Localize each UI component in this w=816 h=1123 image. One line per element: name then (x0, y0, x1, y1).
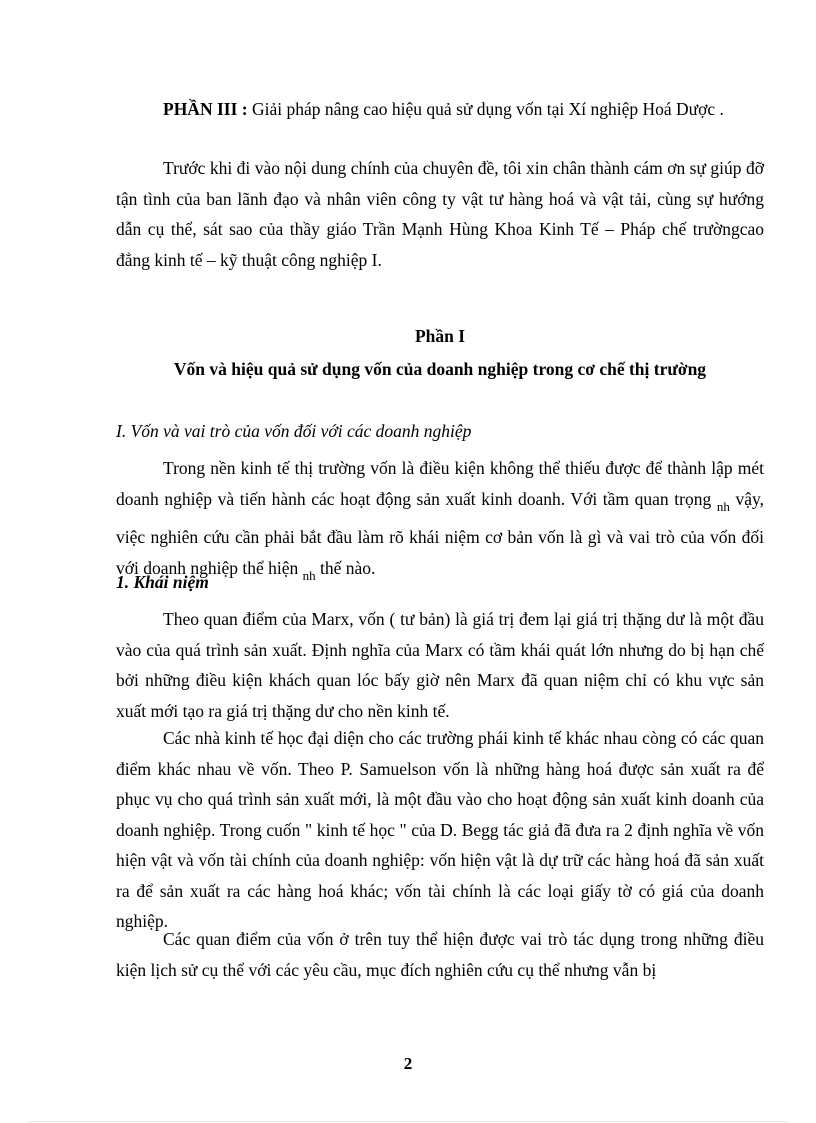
part1-label: Phần I (414, 326, 466, 346)
section1-nh-1: nh (716, 498, 730, 514)
section1-text-b: vậy, việc nghiên cứu cần phải bắt đầu làm rõ khái niệm cơ bản vốn là gì và vai trò của vốn đối với doanh nghiệp thể hiện (116, 488, 765, 578)
section1-nh-2: nh (302, 567, 316, 583)
part3-label: PHẦN III : (163, 99, 248, 119)
section1-text-a: Trong nền kinh tế thị trường vốn là điều kiện không thể thiếu được để thành lập mét doanh nghiệp và tiến hành các hoạt động sản xuất kinh doanh. Với tầm quan trọng (116, 458, 764, 509)
page-bottom-rule (28, 1121, 788, 1122)
page-number: 2 (403, 1054, 413, 1073)
concept-paragraph-2: Các nhà kinh tế học đại diện cho các trường phái kinh tế khác nhau còng có các quan điểm khác nhau về vốn. Theo P. Samuelson vốn là những hàng hoá được sản xuất ra để phục vụ cho quá trình sản xuất mới, là một đầu vào cho hoạt động sản xuất kinh doanh của doanh nghiệp. Trong cuốn " kinh tế học " của D. Begg tác giả đã đưa ra 2 định nghĩa về vốn hiện vật và vốn tài chính của doanh nghiệp: vốn hiện vật là dự trữ các hàng hoá đã sản xuất ra để sản xuất ra các hàng hoá khác; vốn tài chính là các loại giấy tờ có giá của doanh nghiệp. (116, 728, 764, 931)
part3-text: Giải pháp nâng cao hiệu quả sử dụng vốn tại Xí nghiệp Hoá Dược . (247, 99, 724, 119)
concept-paragraph-1: Theo quan điểm của Marx, vốn ( tư bản) là giá trị đem lại giá trị thặng dư là một đầu vào của quá trình sản xuất. Định nghĩa của Marx có tầm khái quát lớn nhưng do bị hạn chế bởi những điều kiện khách quan lóc bấy giờ nên Marx đã quan niệm chỉ có khu vực sản xuất mới tạo ra giá trị thặng dư cho nền kinh tế. (116, 609, 764, 721)
part3-paragraph (116, 94, 764, 125)
section1-heading: I. Vốn và vai trò của vốn đối với các doanh nghiệp (116, 421, 472, 441)
thanks-paragraph: Trước khi đi vào nội dung chính của chuyên đề, tôi xin chân thành cám ơn sự giúp đỡ tận tình của ban lãnh đạo và nhân viên công ty vật tư hàng hoá và vật tải, cùng sự hướng dẫn cụ thể, sát sao của thầy giáo Trần Mạnh Hùng Khoa Kinh Tế – Pháp chế trườngcao đẳng kinh tế – kỹ thuật công nghiệp I. (116, 158, 764, 270)
concept-heading: 1. Khái niệm (116, 572, 209, 592)
section1-text-c: thế nào. (315, 557, 376, 578)
concept-paragraph-3: Các quan điểm của vốn ở trên tuy thể hiện được vai trò tác dụng trong những điều kiện lịch sử cụ thể với các yêu cầu, mục đích nghiên cứu cụ thể nhưng vẫn bị (116, 929, 764, 980)
section1-paragraph (116, 453, 764, 591)
part1-title: Vốn và hiệu quả sử dụng vốn của doanh nghiệp trong cơ chế thị trường (173, 359, 707, 379)
